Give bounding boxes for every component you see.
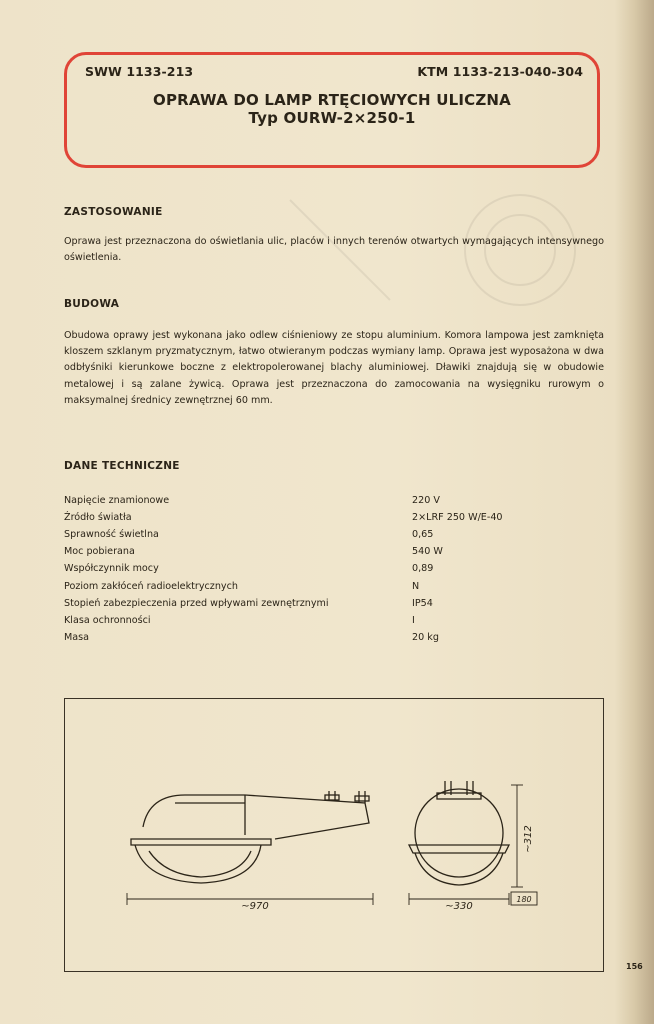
table-row [64,577,564,594]
table-row [64,509,564,526]
table-row [64,492,564,509]
front-view-luminaire [409,781,509,885]
spec-value: 220 V [412,495,440,507]
ktm-code: KTM 1133-213-040-304 [417,64,583,79]
dimension-length: ~970 [241,901,269,912]
section-title-dane: DANE TECHNICZNE [64,460,180,472]
side-view-luminaire [131,791,369,883]
spec-value: 0,89 [412,563,434,575]
spec-label: Współczynnik mocy [64,563,159,575]
header-box [64,52,600,168]
spec-label: Moc pobierana [64,546,135,558]
sww-code: SWW 1133-213 [85,64,194,79]
spec-value: I [412,614,415,626]
header-codes [85,64,583,79]
technical-drawing [65,699,603,971]
table-row [64,612,564,629]
title-line-2: Typ OURW-2×250-1 [248,109,416,127]
spec-value: 2×LRF 250 W/E-40 [412,512,503,524]
dimension-width: ~330 [445,901,473,912]
dimension-height: ~312 [523,825,534,853]
spec-value: 20 kg [412,631,439,643]
spec-value: 0,65 [412,529,434,541]
table-row [64,629,564,646]
table-row [64,543,564,560]
table-row [64,526,564,543]
technical-data-table [64,492,564,646]
title-line-1: OPRAWA DO LAMP RTĘCIOWYCH ULICZNA [153,91,511,109]
paragraph-budowa: Obudowa oprawy jest wykonana jako odlew ciśnieniowy ze stopu aluminium. Komora lampowa jest zamknięta kloszem szklanym pryzmatycznym, łatwo otwieranym podczas wymiany lamp. Oprawa jest wyposażona w dwa odbłyśniki kierunkowe boczne z elektropolerowanej blachy aluminiowej. Dławiki znajdują się w obudowie metalowej i są zalane żywicą. Oprawa jest przeznaczona do zamocowania na wysięgniku rurowym o maksymalnej średnicy zewnętrznej 60 mm. [64,330,604,406]
spec-label: Poziom zakłóceń radioelektrycznych [64,580,238,592]
page-number: 156 [626,962,643,971]
spec-label: Sprawność świetlna [64,529,159,541]
section-title-budowa: BUDOWA [64,298,120,310]
spec-label: Źródło światła [64,512,132,524]
dimension-box-label: 180 [516,895,532,904]
spec-value: IP54 [412,597,433,609]
table-row [64,560,564,577]
technical-drawing-frame [64,698,604,972]
table-row [64,595,564,612]
spec-label: Klasa ochronności [64,614,151,626]
spec-label: Masa [64,631,90,643]
spec-value: N [412,580,420,592]
spec-value: 540 W [412,546,443,558]
document-title [67,91,597,127]
section-title-zastosowanie: ZASTOSOWANIE [64,206,163,218]
paragraph-zastosowanie: Oprawa jest przeznaczona do oświetlania ulic, placów i innych terenów otwartych wymagających intensywnego oświetlenia. [64,236,604,264]
spec-label: Stopień zabezpieczenia przed wpływami zewnętrznymi [64,597,329,609]
spec-label: Napięcie znamionowe [64,495,170,507]
